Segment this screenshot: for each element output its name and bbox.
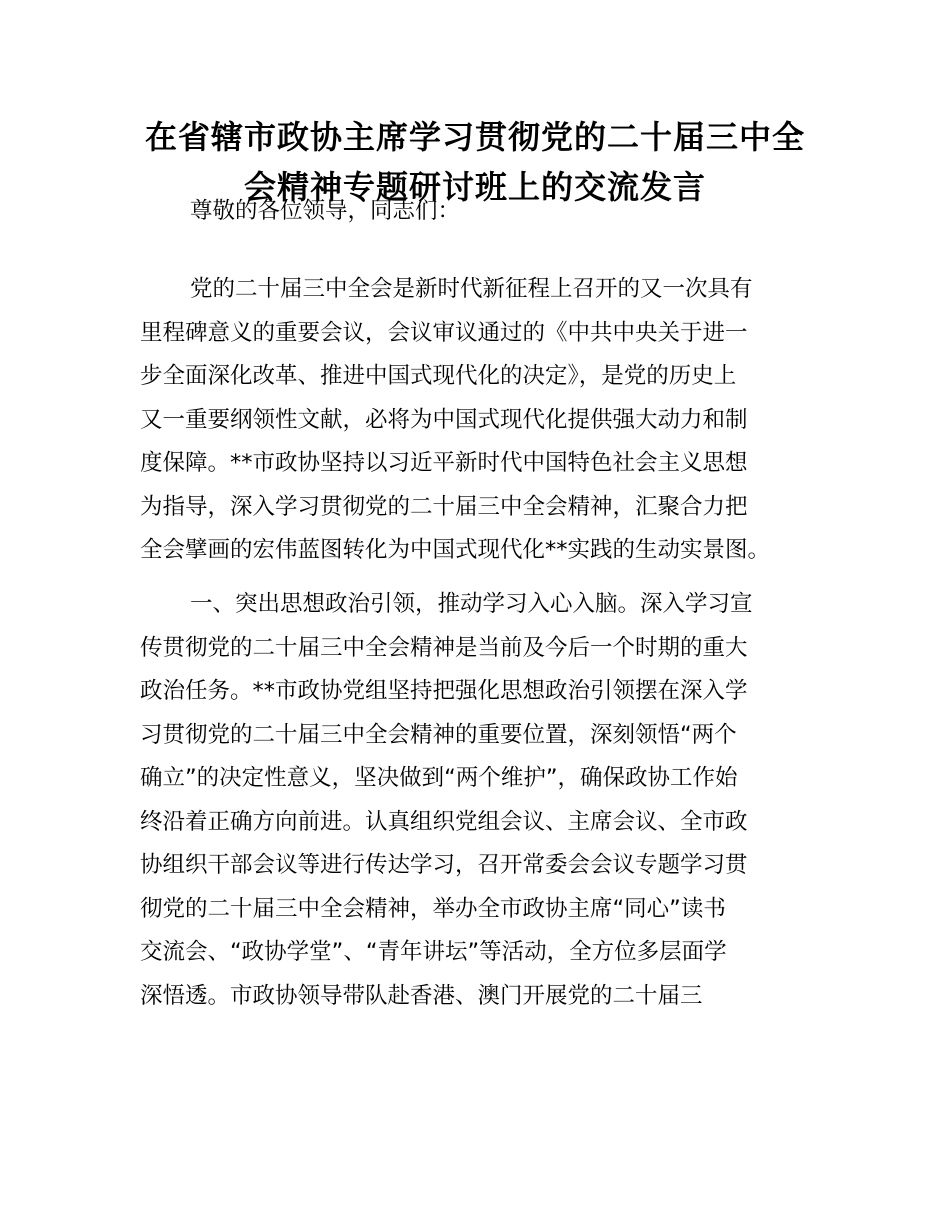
- paragraph-line: 交流会、“政协学堂”、“青年讲坛”等活动，全方位多层面学: [140, 939, 727, 965]
- paragraph-line: 彻党的二十届三中全会精神，举办全市政协主席“同心”读书: [140, 895, 726, 922]
- paragraph-line: 步全面深化改革、推进中国式现代化的决定》，是党的历史上: [140, 363, 737, 389]
- paragraph-line: 习贯彻党的二十届三中全会精神的重要位置，深刻领悟“两个: [140, 721, 737, 748]
- paragraph-line: 确立”的决定性意义，坚决做到“两个维护”，确保政协工作始: [140, 765, 738, 791]
- salutation: 尊敬的各位领导，同志们：: [190, 198, 461, 224]
- paragraph-line: 里程碑意义的重要会议，会议审议通过的《中共中央关于进一: [140, 319, 748, 346]
- paragraph-line: 深悟透。市政协领导带队赴香港、澳门开展党的二十届三: [140, 982, 703, 1009]
- paragraph-line: 政治任务。**市政协党组坚持把强化思想政治引领摆在深入学: [140, 678, 748, 704]
- paragraph-line: 又一重要纲领性文献，必将为中国式现代化提供强大动力和制: [140, 406, 748, 433]
- paragraph-line: 终沿着正确方向前进。认真组织党组会议、主席会议、全市政: [140, 808, 748, 835]
- paragraph-line: 党的二十届三中全会是新时代新征程上召开的又一次具有: [190, 276, 753, 302]
- paragraph-line: 全会擘画的宏伟蓝图转化为中国式现代化**实践的生动实景图。: [140, 537, 771, 563]
- paragraph-line: 度保障。**市政协坚持以习近平新时代中国特色社会主义思想: [140, 450, 748, 476]
- paragraph-line: 为指导，深入学习贯彻党的二十届三中全会精神，汇聚合力把: [140, 493, 748, 520]
- title-line-1: 在省辖市政协主席学习贯彻党的二十届三中全: [144, 118, 805, 156]
- paragraph-line: 传贯彻党的二十届三中全会精神是当前及今后一个时期的重大: [140, 634, 748, 661]
- title-line-2: 会精神专题研讨班上的交流发言: [243, 168, 706, 206]
- paragraph-line: 一、突出思想政治引领，推动学习入心入脑。深入学习宣: [190, 591, 753, 617]
- paragraph-line: 协组织干部会议等进行传达学习，召开常委会会议专题学习贯: [140, 852, 748, 878]
